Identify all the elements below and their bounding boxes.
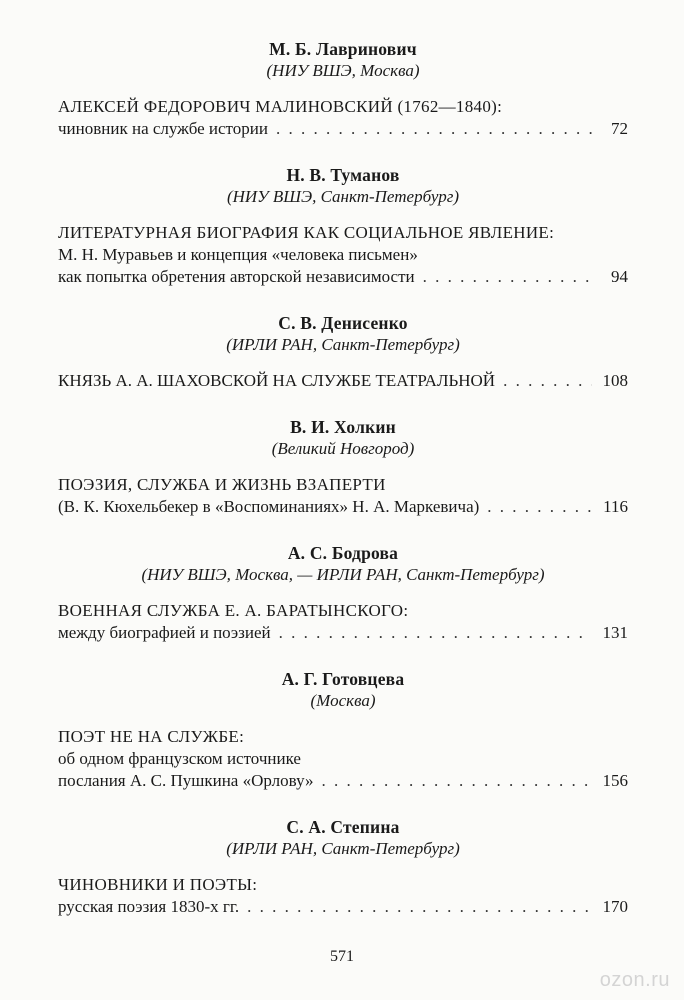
author-affiliation: (Великий Новгород) (271, 439, 415, 458)
table-of-contents (58, 38, 628, 942)
toc-entry (58, 542, 628, 644)
toc-entry (58, 38, 628, 140)
title-last-line (58, 370, 628, 392)
page-number-ref: 108 (602, 371, 628, 390)
article-title (58, 96, 628, 140)
author-affiliation: (НИУ ВШЭ, Москва) (266, 61, 420, 80)
title-last-line (58, 266, 628, 288)
watermark-logo: ozon.ru (599, 969, 670, 991)
title-last-line (58, 622, 628, 644)
title-line: (В. К. Кюхельбекер в «Воспоминаниях» Н. А. Маркевича) (58, 497, 480, 516)
article-title (58, 370, 628, 392)
author-affiliation: (НИУ ВШЭ, Санкт-Петербург) (226, 187, 460, 206)
author-name: В. И. Холкин (290, 417, 396, 437)
dot-leader (487, 496, 592, 518)
author-affiliation: (Москва) (310, 691, 376, 710)
title-line: между биографией и поэзией (58, 623, 271, 642)
page-number-ref: 94 (611, 267, 628, 286)
title-last-line (58, 118, 628, 140)
title-line: ПОЭЗИЯ, СЛУЖБА И ЖИЗНЬ ВЗАПЕРТИ (58, 475, 386, 494)
title-last-line (58, 896, 628, 918)
author-name: С. В. Денисенко (278, 313, 408, 333)
title-line: как попытка обретения авторской независимости (58, 267, 415, 286)
toc-entry (58, 312, 628, 392)
title-last-line (58, 770, 628, 792)
title-line: ВОЕННАЯ СЛУЖБА Е. А. БАРАТЫНСКОГО: (58, 601, 409, 620)
title-line: послания А. С. Пушкина «Орлову» (58, 771, 314, 790)
toc-entry (58, 816, 628, 918)
toc-entry (58, 416, 628, 518)
dot-leader (279, 622, 592, 644)
toc-entry (58, 668, 628, 792)
dot-leader (423, 266, 592, 288)
title-line: ПОЭТ НЕ НА СЛУЖБЕ: (58, 727, 245, 746)
page-number-ref: 116 (603, 497, 628, 516)
author-name: А. С. Бодрова (287, 543, 399, 563)
dot-leader (247, 896, 592, 918)
title-line: ЧИНОВНИКИ И ПОЭТЫ: (58, 875, 258, 894)
article-title (58, 474, 628, 518)
article-title (58, 222, 628, 288)
title-line: русская поэзия 1830-х гг. (58, 897, 240, 916)
article-title (58, 726, 628, 792)
title-line: М. Н. Муравьев и концепция «человека письмен» (58, 245, 418, 264)
dot-leader (503, 370, 592, 392)
dot-leader (276, 118, 592, 140)
page-number-ref: 156 (602, 771, 628, 790)
title-line: об одном французском источнике (58, 749, 301, 768)
title-line: ЛИТЕРАТУРНАЯ БИОГРАФИЯ КАК СОЦИАЛЬНОЕ ЯВЛЕНИЕ: (58, 223, 555, 242)
page-number-ref: 72 (611, 119, 628, 138)
toc-entry (58, 164, 628, 288)
author-affiliation: (ИРЛИ РАН, Санкт-Петербург) (226, 335, 460, 354)
author-name: М. Б. Лавринович (269, 39, 417, 59)
title-line: чиновник на службе истории (58, 119, 268, 138)
author-affiliation: (НИУ ВШЭ, Москва, — ИРЛИ РАН, Санкт-Петербург) (141, 565, 545, 584)
title-last-line (58, 496, 628, 518)
title-line: АЛЕКСЕЙ ФЕДОРОВИЧ МАЛИНОВСКИЙ (1762—1840): (58, 97, 503, 116)
article-title (58, 874, 628, 918)
author-affiliation: (ИРЛИ РАН, Санкт-Петербург) (226, 839, 460, 858)
title-line: КНЯЗЬ А. А. ШАХОВСКОЙ НА СЛУЖБЕ ТЕАТРАЛЬНОЙ (58, 371, 496, 390)
article-title (58, 600, 628, 644)
author-name: С. А. Степина (286, 817, 400, 837)
dot-leader (322, 770, 593, 792)
author-name: Н. В. Туманов (286, 165, 400, 185)
author-name: А. Г. Готовцева (281, 669, 405, 689)
page-number-ref: 131 (602, 623, 628, 642)
page-number: 571 (330, 948, 354, 965)
page-number-ref: 170 (602, 897, 628, 916)
